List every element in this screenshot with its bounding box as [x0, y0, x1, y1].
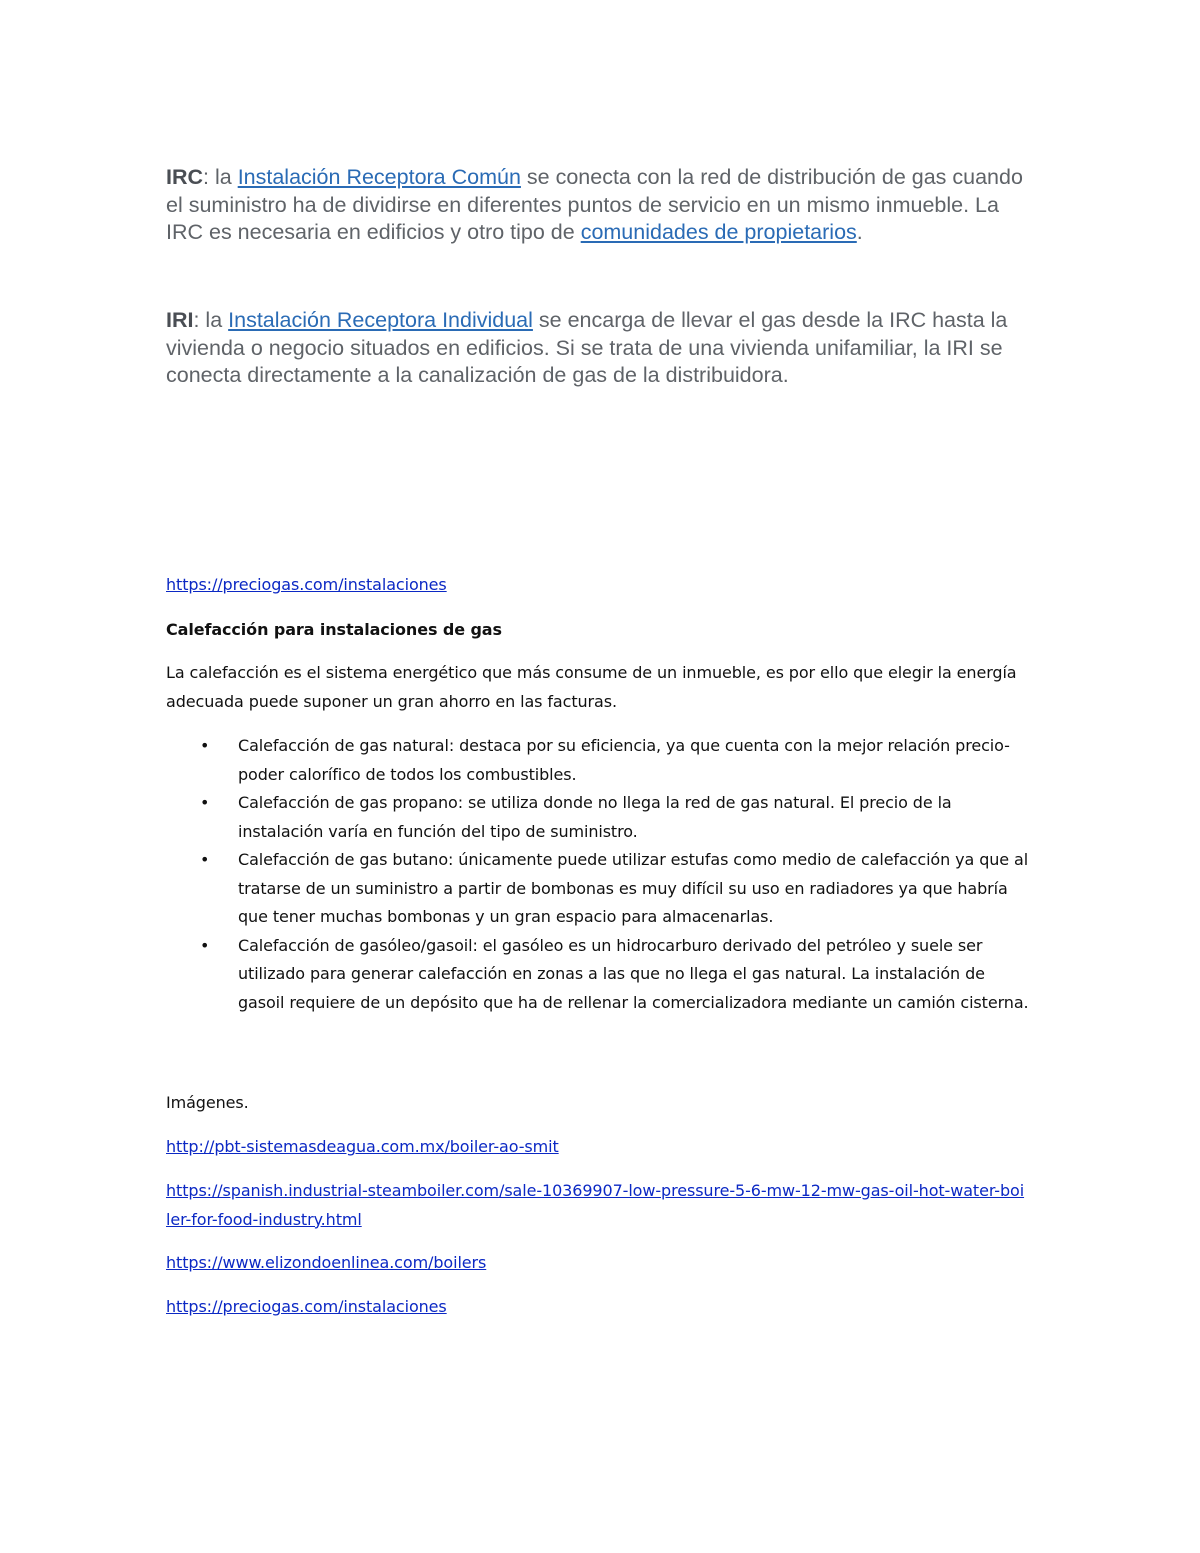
image-link[interactable]: https://www.elizondoenlinea.com/boilers: [166, 1253, 487, 1272]
list-item: [166, 932, 1036, 1018]
image-link-paragraph: [166, 1293, 1036, 1322]
irc-end: .: [856, 220, 863, 244]
section-title: Calefacción para instalaciones de gas: [166, 620, 502, 639]
iri-text: se encarga de llevar el gas desde la IRC hasta la vivienda o negocio situados en edificios. Si se trata de una vivienda unifamiliar, la IRI se conecta directamente a la canalización de gas de la distribuidora.: [166, 308, 1008, 387]
bullet-text: Calefacción de gas propano: se utiliza donde no llega la red de gas natural. El precio de la instalación varía en función del tipo de suministro.: [238, 793, 952, 841]
bullet-icon: •: [200, 793, 210, 812]
bullet-text: Calefacción de gasóleo/gasoil: el gasóleo es un hidrocarburo derivado del petróleo y suele ser utilizado para generar calefacción en zonas a las que no llega el gas natural. La instalación de gasoil requiere de un depósito que ha de rellenar la comercializadora mediante un camión cisterna.: [238, 935, 1029, 1012]
bullet-icon: •: [200, 736, 210, 755]
intro-paragraph: [166, 659, 1036, 716]
source-url-link[interactable]: https://preciogas.com/instalaciones: [166, 575, 447, 594]
image-link[interactable]: https://spanish.industrial-steamboiler.com/sale-10369907-low-pressure-5-6-mw-12-mw-gas-oil-hot-water-boiler-for-food-industry.html: [166, 1181, 1025, 1229]
images-label-paragraph: [166, 1089, 1036, 1118]
image-link-paragraph: [166, 1133, 1036, 1162]
image-link[interactable]: http://pbt-sistemasdeagua.com.mx/boiler-ao-smit: [166, 1137, 559, 1156]
irc-paragraph: [166, 164, 1036, 247]
irc-text: se conecta con la red de distribución de gas cuando el suministro ha de dividirse en diferentes puntos de servicio en un mismo inmueble. La IRC es necesaria en edificios y otro tipo de: [166, 165, 1023, 244]
section-title-paragraph: [166, 616, 1036, 645]
bullet-list: [166, 732, 1036, 1017]
bullet-icon: •: [200, 850, 210, 869]
list-item: [166, 789, 1036, 846]
irc-term: IRC: [166, 165, 204, 189]
iri-lead: : la: [193, 308, 229, 332]
comunidades-link[interactable]: comunidades de propietarios: [580, 220, 857, 244]
source-url-paragraph: [166, 571, 1036, 600]
intro-text: La calefacción es el sistema energético que más consume de un inmueble, es por ello que elegir la energía adecuada puede suponer un gran ahorro en las facturas.: [166, 663, 1017, 711]
image-link-paragraph: [166, 1249, 1036, 1278]
iri-link[interactable]: Instalación Receptora Individual: [228, 308, 533, 332]
iri-paragraph: [166, 307, 1036, 390]
iri-term: IRI: [166, 308, 194, 332]
image-link[interactable]: https://preciogas.com/instalaciones: [166, 1297, 447, 1316]
images-label: Imágenes.: [166, 1093, 249, 1112]
bullet-text: Calefacción de gas natural: destaca por su eficiencia, ya que cuenta con la mejor relación precio-poder calorífico de todos los combustibles.: [238, 736, 1010, 784]
image-link-paragraph: [166, 1177, 1026, 1234]
list-item: [166, 732, 1036, 789]
bullet-text: Calefacción de gas butano: únicamente puede utilizar estufas como medio de calefacción ya que al tratarse de un suministro a partir de bombonas es muy difícil su uso en radiadores ya que habría que tener muchas bombonas y un gran espacio para almacenarlas.: [238, 850, 1029, 926]
bullet-icon: •: [200, 935, 210, 955]
irc-lead: : la: [203, 165, 238, 189]
list-item: [166, 846, 1036, 932]
irc-link[interactable]: Instalación Receptora Común: [237, 165, 521, 189]
